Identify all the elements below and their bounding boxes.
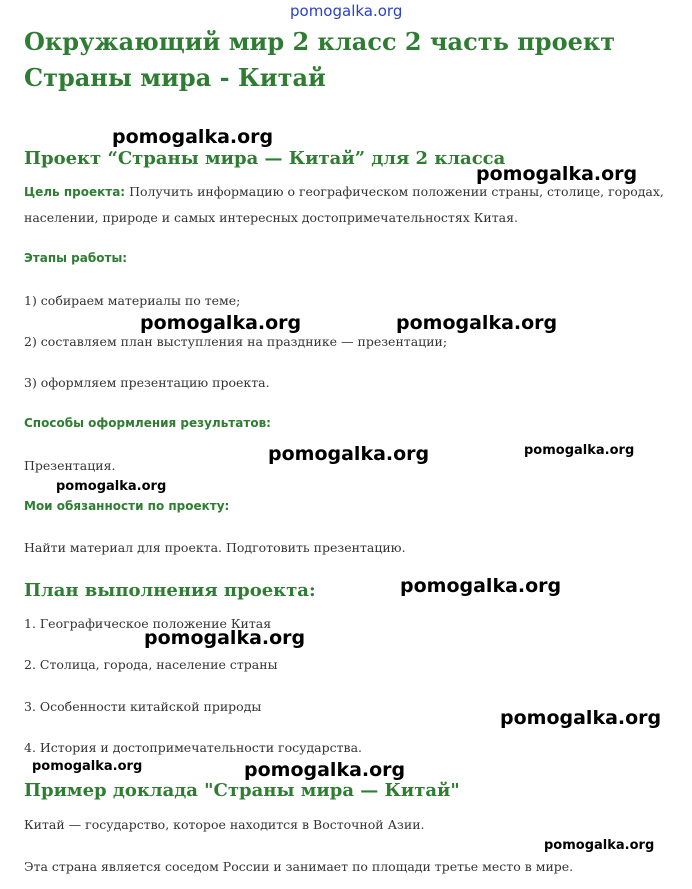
stage-item: 2) составляем план выступления на празднике — презентации;	[24, 334, 448, 349]
report-paragraph: Китай — государство, которое находится в Восточной Азии.	[24, 817, 425, 832]
report-heading: Пример доклада "Страны мира — Китай"	[24, 780, 460, 801]
plan-item: 2. Столица, города, население страны	[24, 657, 278, 672]
watermark: pomogalka.org	[400, 575, 562, 597]
results-label: Способы оформления результатов:	[24, 416, 271, 430]
watermark: pomogalka.org	[396, 312, 558, 334]
goal-paragraph	[24, 179, 684, 231]
results-text: Презентация.	[24, 458, 116, 473]
plan-heading: План выполнения проекта:	[24, 580, 316, 601]
watermark: pomogalka.org	[112, 126, 274, 148]
plan-item: 1. Географическое положение Китая	[24, 616, 272, 631]
watermark: pomogalka.org	[524, 443, 635, 458]
site-watermark-top[interactable]: pomogalka.org	[290, 2, 403, 20]
report-paragraph: Эта страна является соседом России и занимает по площади третье место в мире.	[24, 859, 574, 874]
goal-text: Получить информацию о географическом положении страны, столице, городах, населении, природе и самых интересных достопримечательностях Китая.	[24, 184, 664, 225]
watermark: pomogalka.org	[56, 479, 167, 494]
watermark: pomogalka.org	[268, 443, 430, 465]
stage-item: 1) собираем материалы по теме;	[24, 293, 241, 308]
project-heading: Проект “Страны мира — Китай” для 2 класса	[24, 148, 506, 169]
duties-label: Мои обязанности по проекту:	[24, 499, 230, 513]
page-title: Окружающий мир 2 класс 2 часть проект Страны мира - Китай	[24, 27, 616, 92]
stages-label: Этапы работы:	[24, 251, 128, 265]
plan-item: 4. История и достопримечательности государства.	[24, 740, 363, 755]
duties-text: Найти материал для проекта. Подготовить презентацию.	[24, 540, 406, 555]
watermark: pomogalka.org	[244, 759, 406, 781]
watermark: pomogalka.org	[32, 759, 143, 774]
plan-item: 3. Особенности китайской природы	[24, 699, 262, 714]
stage-item: 3) оформляем презентацию проекта.	[24, 375, 270, 390]
watermark: pomogalka.org	[144, 627, 306, 649]
watermark: pomogalka.org	[476, 163, 638, 185]
watermark: pomogalka.org	[544, 838, 655, 853]
watermark: pomogalka.org	[500, 707, 662, 729]
goal-label: Цель проекта:	[24, 185, 126, 199]
watermark: pomogalka.org	[140, 312, 302, 334]
